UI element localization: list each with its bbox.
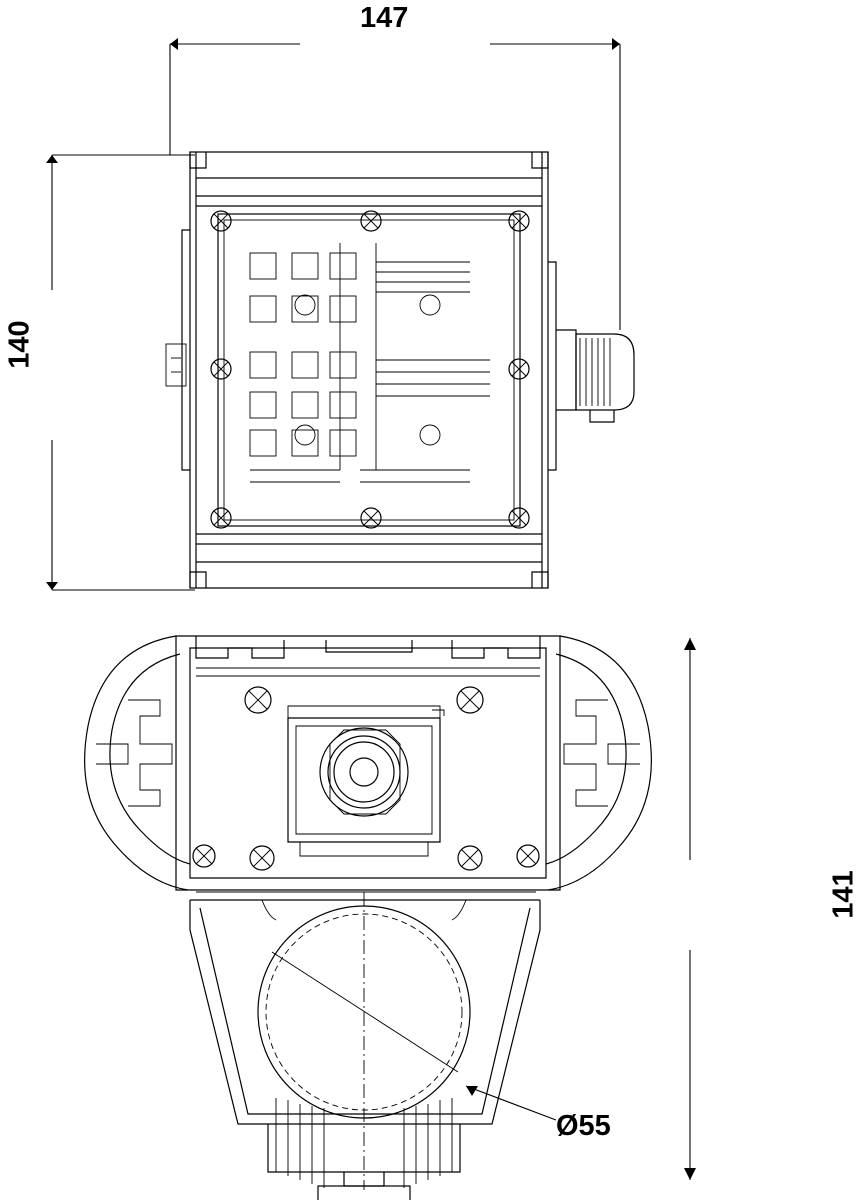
dimension-label-diameter-55: Ø55 xyxy=(556,1110,611,1142)
diameter-leader xyxy=(466,1086,556,1120)
cable-gland xyxy=(556,330,634,422)
dimension-140-group xyxy=(46,155,195,590)
dimension-141-group xyxy=(684,638,696,1180)
led-array xyxy=(250,243,490,482)
dimension-147-group xyxy=(170,38,620,330)
dimension-label-141: 141 xyxy=(827,870,860,919)
screw-heads xyxy=(211,211,529,528)
top-view xyxy=(166,152,634,588)
dimension-label-140: 140 xyxy=(3,320,36,369)
dimension-label-147: 147 xyxy=(360,2,409,34)
